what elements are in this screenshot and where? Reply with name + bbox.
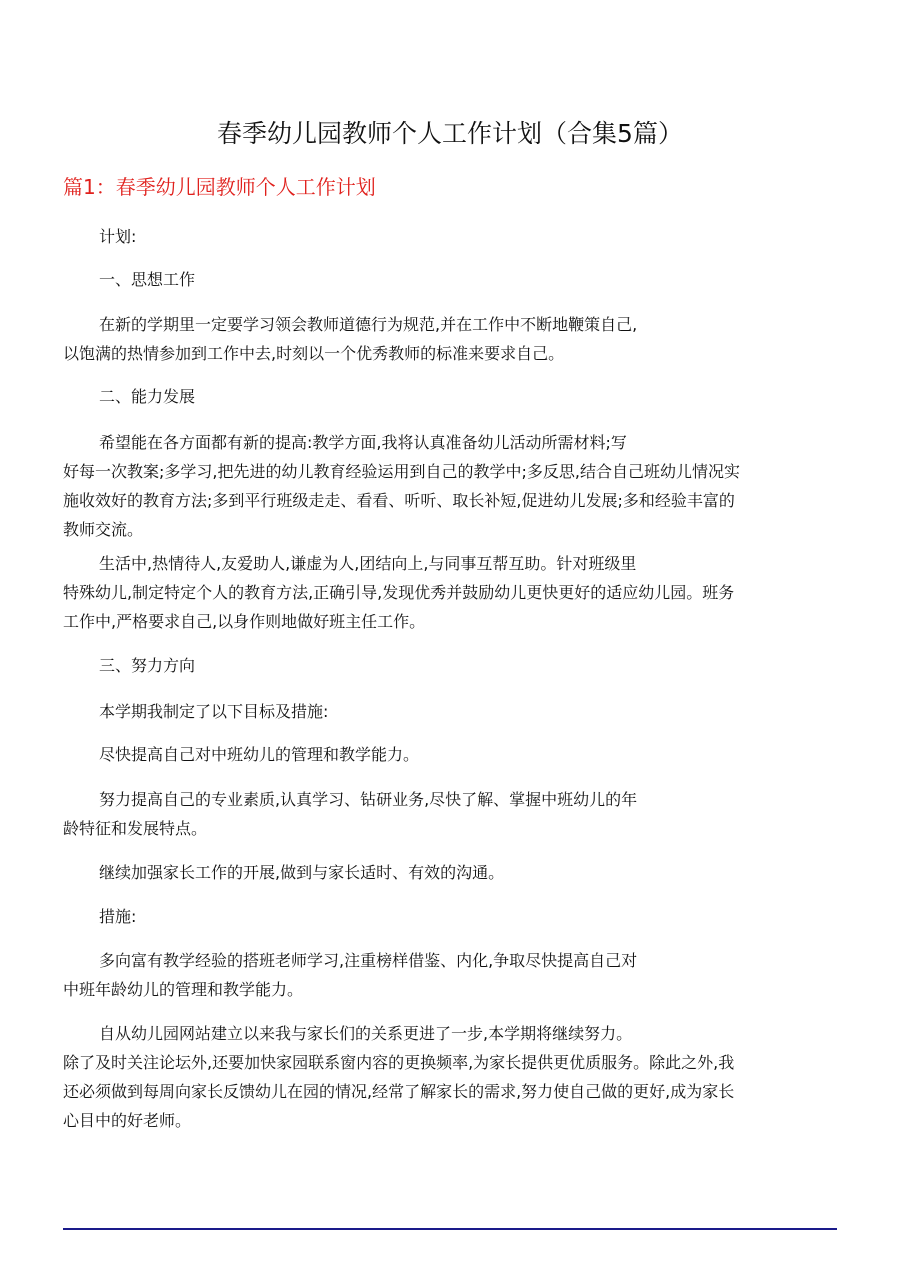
paragraph-line: 还必须做到每周向家长反馈幼儿在园的情况,经常了解家长的需求,努力使自己做的更好,成为家长 bbox=[63, 1082, 735, 1101]
paragraph bbox=[63, 858, 838, 887]
paragraph bbox=[63, 651, 838, 680]
paragraph-line: 三、努力方向 bbox=[99, 656, 196, 675]
paragraph-line: 工作中,严格要求自己,以身作则地做好班主任工作。 bbox=[63, 612, 426, 631]
paragraph bbox=[63, 740, 838, 769]
paragraph bbox=[63, 697, 838, 726]
paragraph-line: 特殊幼儿,制定特定个人的教育方法,正确引导,发现优秀并鼓励幼儿更快更好的适应幼儿园。班务 bbox=[63, 583, 735, 602]
paragraph-line: 中班年龄幼儿的管理和教学能力。 bbox=[63, 980, 304, 999]
paragraph-line: 除了及时关注论坛外,还要加快家园联系窗内容的更换频率,为家长提供更优质服务。除此之外,我 bbox=[63, 1053, 735, 1072]
paragraph bbox=[63, 549, 838, 636]
paragraph bbox=[63, 222, 838, 251]
paragraph-line: 龄特征和发展特点。 bbox=[63, 819, 208, 838]
paragraph bbox=[63, 902, 838, 931]
paragraph-line: 以饱满的热情参加到工作中去,时刻以一个优秀教师的标准来要求自己。 bbox=[63, 344, 565, 363]
paragraph-line: 生活中,热情待人,友爱助人,谦虚为人,团结向上,与同事互帮互助。针对班级里 bbox=[99, 554, 637, 573]
paragraph-line: 施收效好的教育方法;多到平行班级走走、看看、听听、取长补短,促进幼儿发展;多和经验丰富的 bbox=[63, 491, 735, 510]
paragraph-line: 一、思想工作 bbox=[99, 270, 196, 289]
paragraph bbox=[63, 785, 838, 843]
paragraph-line: 心目中的好老师。 bbox=[63, 1111, 192, 1130]
paragraph bbox=[63, 265, 838, 294]
paragraph-line: 措施: bbox=[99, 907, 137, 926]
paragraph-line: 继续加强家长工作的开展,做到与家长适时、有效的沟通。 bbox=[99, 863, 505, 882]
paragraph-line: 教师交流。 bbox=[63, 520, 144, 539]
paragraph-line: 自从幼儿园网站建立以来我与家长们的关系更进了一步,本学期将继续努力。 bbox=[99, 1024, 633, 1043]
paragraph bbox=[63, 428, 838, 544]
paragraph-line: 尽快提高自己对中班幼儿的管理和教学能力。 bbox=[99, 745, 420, 764]
section-heading: 篇1：春季幼儿园教师个人工作计划 bbox=[63, 175, 376, 199]
paragraph bbox=[63, 946, 838, 1004]
paragraph bbox=[63, 310, 838, 368]
footer-rule bbox=[63, 1228, 837, 1230]
paragraph bbox=[63, 1019, 838, 1135]
paragraph bbox=[63, 382, 838, 411]
paragraph-line: 在新的学期里一定要学习领会教师道德行为规范,并在工作中不断地鞭策自己, bbox=[99, 315, 638, 334]
paragraph-line: 好每一次教案;多学习,把先进的幼儿教育经验运用到自己的教学中;多反思,结合自己班幼儿情况实 bbox=[63, 462, 740, 481]
paragraph-line: 本学期我制定了以下目标及措施: bbox=[99, 702, 329, 721]
paragraph-line: 二、能力发展 bbox=[99, 387, 196, 406]
paragraph-line: 努力提高自己的专业素质,认真学习、钻研业务,尽快了解、掌握中班幼儿的年 bbox=[99, 790, 638, 809]
paragraph-line: 多向富有教学经验的搭班老师学习,注重榜样借鉴、内化,争取尽快提高自己对 bbox=[99, 951, 638, 970]
document-title: 春季幼儿园教师个人工作计划（合集5篇） bbox=[217, 119, 683, 148]
paragraph-line: 希望能在各方面都有新的提高:教学方面,我将认真准备幼儿活动所需材料;写 bbox=[99, 433, 627, 452]
paragraph-line: 计划: bbox=[99, 227, 137, 246]
